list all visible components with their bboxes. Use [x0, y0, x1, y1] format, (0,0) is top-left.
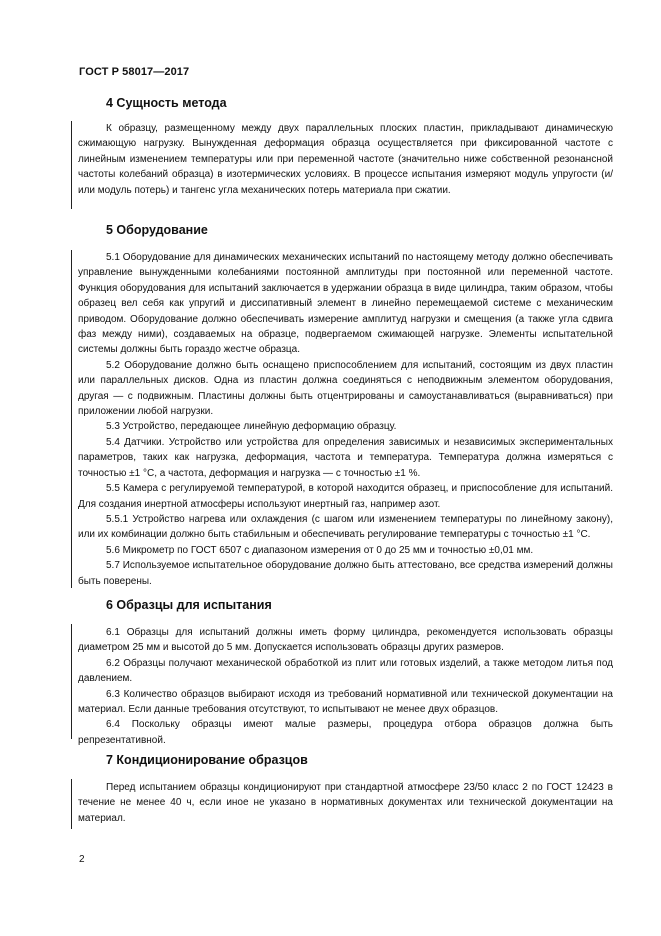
change-bar: [71, 624, 72, 739]
paragraph: 6.4 Поскольку образцы имеют малые размеры, процедура отбора образцов должна быть репрезентативной.: [78, 719, 613, 746]
change-bar: [71, 779, 72, 829]
paragraph: 6.3 Количество образцов выбирают исходя из требований нормативной или технической документации на материал. Если данные требования отсутствуют, то испытывают не менее двух образцов.: [78, 688, 613, 716]
paragraph: 5.4 Датчики. Устройство или устройства для определения зависимых и независимых экспериментальных параметров, таких как нагрузка, деформация, частота и температура. Температура должна измеряться с точностью ±1 °С, а частота, деформация и нагрузка — с точностью ±1 %.: [78, 436, 613, 479]
paragraph: 5.1 Оборудование для динамических механических испытаний по настоящему методу должно обеспечивать управление вынужденными колебаниями постоянной амплитуды при постоянной или переменной частоте. Функция оборудования для испытаний заключается в удержании образца в виде цилиндра, таким образом, чтобы образец вел себя как упругий и диссипативный элемент в линейно перемещаемой системе с механическим приводом. Оборудование должно обеспечивать измерение амплитуд нагрузки и смещения (а также угла сдвига фаз между ними), создаваемых на образце, подвергаемом сжимающей нагрузке. Элементы испытательной системы должны быть гораздо жестче образца.: [78, 252, 613, 356]
page-number: 2: [79, 854, 85, 865]
paragraph: 5.2 Оборудование должно быть оснащено приспособлением для испытаний, состоящим из двух пластин или параллельных дисков. Одна из пластин должна соединяться с неподвижным элементом оборудования, другая — с подвижным. Пластины должны быть отцентрированы и самоустанавливаться (выравниваться) при приложении любой нагрузки.: [78, 359, 613, 418]
paragraph: Перед испытанием образцы кондиционируют при стандартной атмосфере 23/50 класс 2 по ГОСТ 12423 в течение не менее 40 ч, если иное не указано в нормативных документах или технической документации на материал.: [78, 782, 613, 824]
document-header: ГОСТ Р 58017—2017: [79, 66, 190, 78]
paragraph: 5.6 Микрометр по ГОСТ 6507 с диапазоном измерения от 0 до 25 мм и точностью ±0,01 мм.: [106, 544, 534, 556]
paragraph: 5.3 Устройство, передающее линейную деформацию образцу.: [106, 421, 397, 433]
section-7-body: [78, 780, 613, 826]
section-5-title: 5 Оборудование: [106, 223, 208, 237]
paragraph: 6.2 Образцы получают механической обработкой из плит или готовых изделий, а также методом литья под давлением.: [78, 657, 613, 685]
section-6-title: 6 Образцы для испытания: [106, 598, 272, 612]
paragraph: 5.5.1 Устройство нагрева или охлаждения (с шагом или изменением температуры по линейному закону), или их комбинации должно быть стабильным и обеспечивать регулирование температуры с точностью ±1 °С.: [78, 513, 613, 541]
change-bar: [71, 121, 72, 209]
section-7-title: 7 Кондиционирование образцов: [106, 753, 308, 767]
section-4-title: 4 Сущность метода: [106, 96, 227, 110]
section-5-body: [78, 250, 613, 589]
paragraph: 6.1 Образцы для испытаний должны иметь форму цилиндра, рекомендуется использовать образцы диаметром 25 мм и высотой до 5 мм. Допускается использовать образцы других размеров.: [78, 627, 613, 654]
paragraph: 5.7 Используемое испытательное оборудование должно быть аттестовано, все средства измерений должны быть поверены.: [78, 560, 613, 587]
paragraph: К образцу, размещенному между двух параллельных плоских пластин, прикладывают динамическую сжимающую нагрузку. Вынужденная деформация образца осуществляется при фиксированной частоте с линейным изменением температуры или при переменной частоте (значительно ниже собственной резонансной частоты колебаний образца) в изотермических условиях. В процессе испытания измеряют модуль упругости (и/или модуль потерь) и тангенс угла механических потерь материала при сжатии.: [78, 123, 613, 196]
paragraph: 5.5 Камера с регулируемой температурой, в которой находится образец, и приспособление для испытаний. Для создания инертной атмосферы используют инертный газ, например азот.: [78, 483, 613, 510]
change-bar: [71, 250, 72, 588]
section-6-body: [78, 625, 613, 748]
section-4-body: [78, 121, 613, 198]
